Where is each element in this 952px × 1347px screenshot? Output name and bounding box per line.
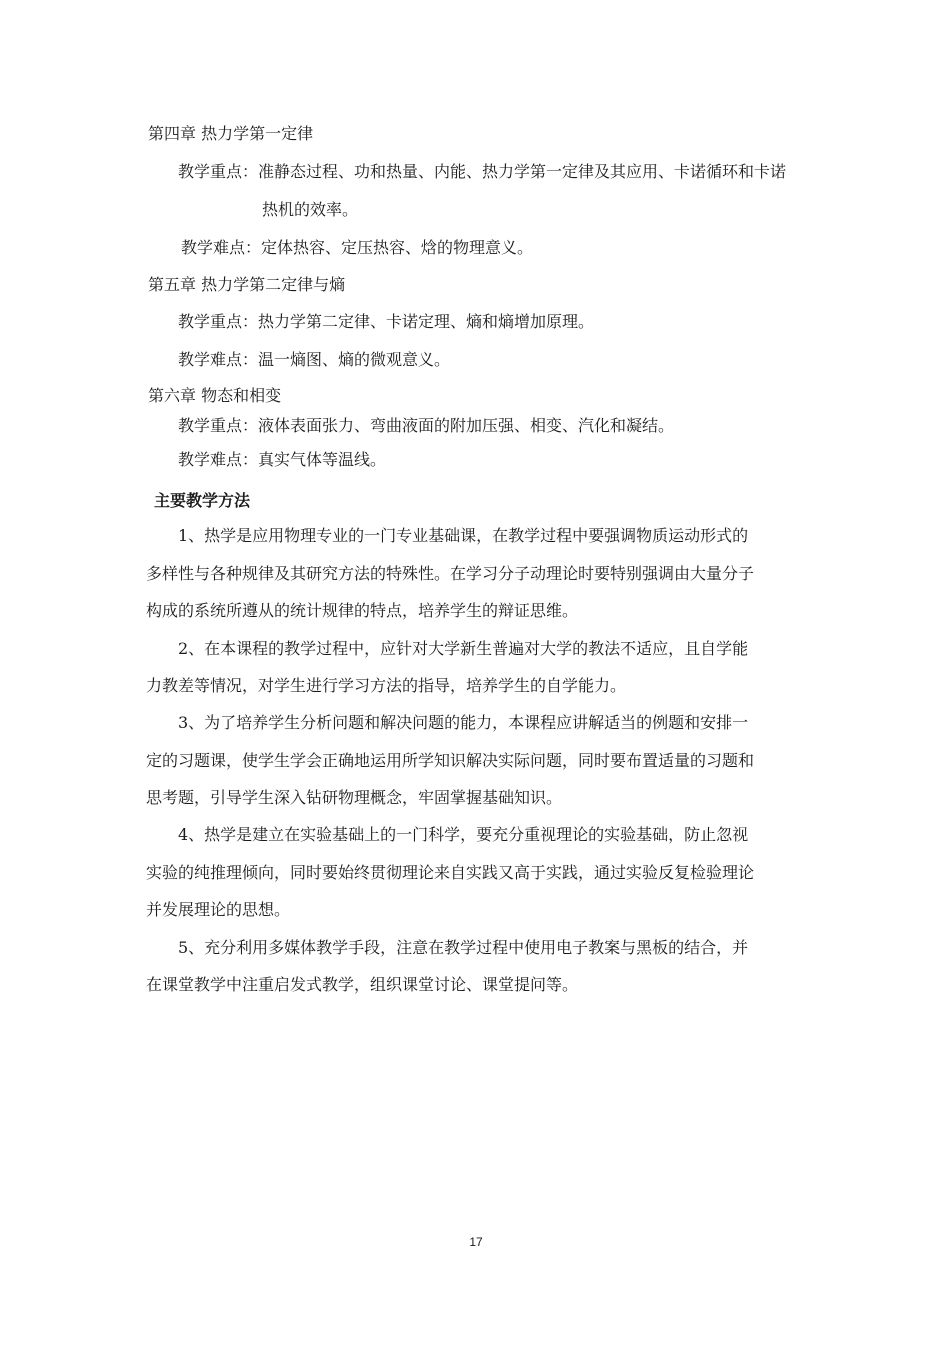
difficulties-label: 教学难点： [178,350,259,369]
difficulties-label: 教学难点： [178,450,259,469]
methods-heading: 主要教学方法 [154,491,251,510]
method-1-line-3: 构成的系统所遵从的统计规律的特点，培养学生的辩证思维。 [146,601,579,620]
key-points-text: 热力学第二定律、卡诺定理、熵和熵增加原理。 [258,312,595,331]
page-number: 17 [469,1235,483,1249]
chapter-4-difficulties [181,238,533,258]
difficulties-label: 教学难点： [181,238,262,257]
key-points-label: 教学重点： [178,416,259,435]
key-points-label: 教学重点： [178,312,259,331]
method-5-line-2: 在课堂教学中注重启发式教学，组织课堂讨论、课堂提问等。 [146,975,579,994]
chapter-4-title: 第四章 热力学第一定律 [148,124,314,143]
method-3-line-1: 3、为了培养学生分析问题和解决问题的能力，本课程应讲解适当的例题和安排一 [178,713,749,732]
method-2-line-2: 力教差等情况，对学生进行学习方法的指导，培养学生的自学能力。 [146,676,627,695]
chapter-4-key-points [178,162,786,182]
method-3-line-3: 思考题，引导学生深入钻研物理概念，牢固掌握基础知识。 [146,788,563,807]
chapter-6-title: 第六章 物态和相变 [148,386,282,405]
difficulties-text: 温一熵图、熵的微观意义。 [258,350,451,369]
chapter-6-key-points [178,416,674,436]
method-5-line-1: 5、充分利用多媒体教学手段，注意在教学过程中使用电子教案与黑板的结合，并 [178,938,749,957]
key-points-text: 准静态过程、功和热量、内能、热力学第一定律及其应用、卡诺循环和卡诺 [258,162,787,181]
difficulties-text: 定体热容、定压热容、焓的物理意义。 [261,238,534,257]
method-1-line-2: 多样性与各种规律及其研究方法的特殊性。在学习分子动理论时要特别强调由大量分子 [146,564,755,583]
method-4-line-2: 实验的纯推理倾向，同时要始终贯彻理论来自实践又高于实践，通过实验反复检验理论 [146,863,755,882]
chapter-6-difficulties [178,450,386,470]
difficulties-text: 真实气体等温线。 [258,450,387,469]
method-4-line-1: 4、热学是建立在实验基础上的一门科学，要充分重视理论的实验基础，防止忽视 [178,825,749,844]
method-3-line-2: 定的习题课，使学生学会正确地运用所学知识解决实际问题，同时要布置适量的习题和 [146,751,755,770]
method-2-line-1: 2、在本课程的教学过程中，应针对大学新生普遍对大学的教法不适应，且自学能 [178,639,749,658]
chapter-5-difficulties [178,350,450,370]
key-points-label: 教学重点： [178,162,259,181]
chapter-5-title: 第五章 热力学第二定律与熵 [148,275,346,294]
chapter-4-key-points-continued: 热机的效率。 [262,200,359,219]
method-4-line-3: 并发展理论的思想。 [146,900,291,919]
method-1-line-1: 1、热学是应用物理专业的一门专业基础课，在教学过程中要强调物质运动形式的 [178,526,749,545]
chapter-5-key-points [178,312,594,332]
key-points-text: 液体表面张力、弯曲液面的附加压强、相变、汽化和凝结。 [258,416,675,435]
